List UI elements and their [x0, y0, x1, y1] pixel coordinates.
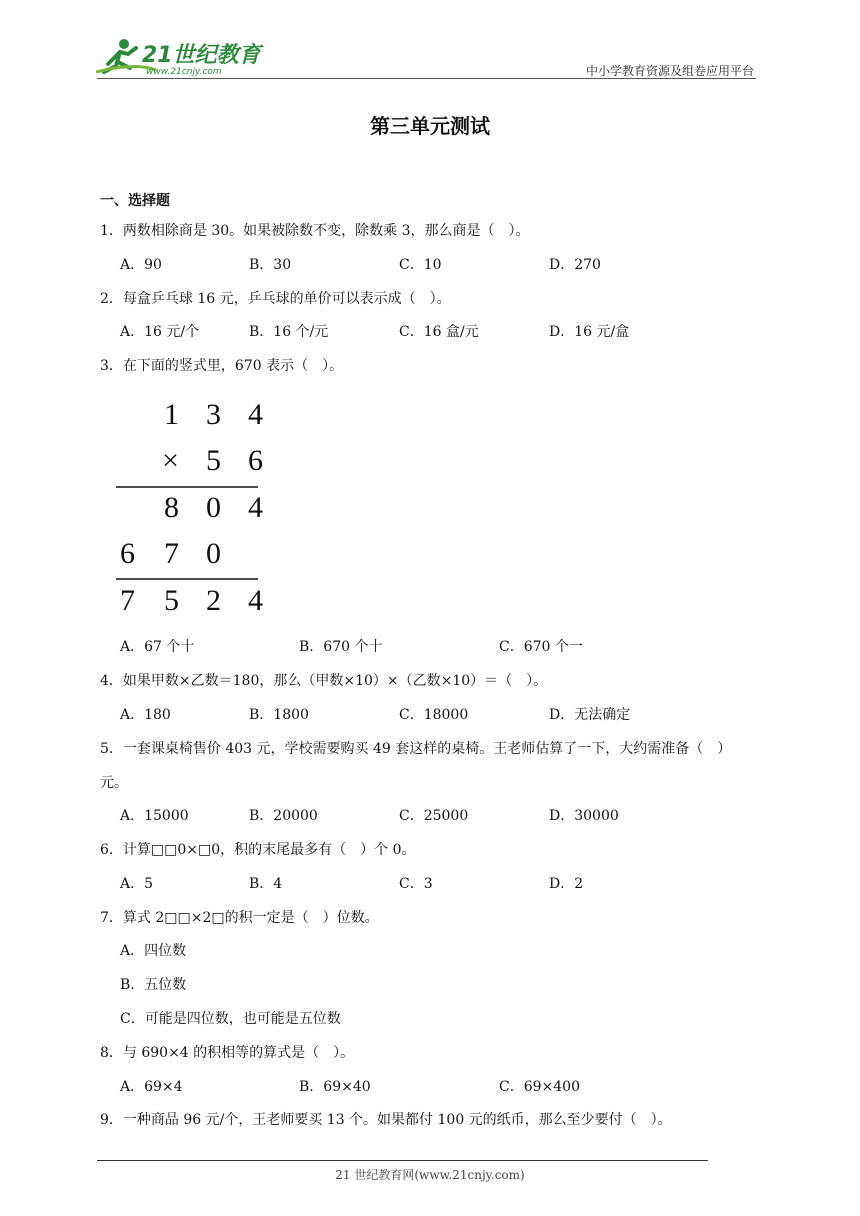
option-4a[interactable]: A．180: [120, 707, 171, 723]
calc-digit: 3: [206, 398, 221, 431]
calc-times-sign: ×: [162, 444, 179, 477]
option-4b[interactable]: B．1800: [249, 707, 309, 723]
calc-digit: 6: [120, 537, 135, 570]
question-8: 8．与 690×4 的积相等的算式是（ ）。: [100, 1045, 355, 1061]
option-1a[interactable]: A．90: [120, 257, 162, 273]
calc-digit: 4: [248, 491, 263, 524]
calc-digit: 7: [164, 537, 179, 570]
footer-divider: [97, 1160, 708, 1161]
calc-digit: 4: [248, 398, 263, 431]
header-divider: [97, 78, 756, 79]
option-6d[interactable]: D．2: [549, 876, 584, 892]
option-2c[interactable]: C．16 盒/元: [399, 324, 479, 340]
option-8c[interactable]: C．69×400: [499, 1079, 580, 1095]
calc-digit: 2: [206, 584, 221, 617]
calc-digit: 7: [120, 584, 135, 617]
calc-digit: 5: [206, 444, 221, 477]
option-8a[interactable]: A．69×4: [120, 1079, 183, 1095]
calc-digit: 1: [164, 398, 179, 431]
option-2b[interactable]: B．16 个/元: [249, 324, 329, 340]
section-heading: 一、选择题: [100, 193, 170, 209]
footer-text: 21 世纪教育网(www.21cnjy.com): [335, 1168, 525, 1182]
option-1c[interactable]: C．10: [399, 257, 442, 273]
option-5d[interactable]: D．30000: [549, 808, 619, 824]
option-3a[interactable]: A．67 个十: [120, 639, 195, 655]
option-4d[interactable]: D．无法确定: [549, 707, 631, 723]
logo-runner-icon: [96, 36, 266, 78]
calc-digit: 0: [206, 537, 221, 570]
question-7: 7．算式 2□□×2□的积一定是（ ）位数。: [100, 910, 379, 926]
option-5b[interactable]: B．20000: [249, 808, 318, 824]
option-5c[interactable]: C．25000: [399, 808, 469, 824]
calc-digit: 5: [164, 584, 179, 617]
question-5-continued: 元。: [100, 775, 128, 791]
calc-digit: 6: [248, 444, 263, 477]
option-1b[interactable]: B．30: [249, 257, 292, 273]
page-title: 第三单元测试: [370, 114, 490, 138]
question-1: 1．两数相除商是 30。如果被除数不变，除数乘 3，那么商是（ ）。: [100, 223, 530, 239]
option-6b[interactable]: B．4: [249, 876, 283, 892]
option-5a[interactable]: A．15000: [120, 808, 189, 824]
calc-digit: 4: [248, 584, 263, 617]
vertical-multiplication: [112, 390, 272, 620]
option-8b[interactable]: B．69×40: [299, 1079, 371, 1095]
calc-digit: 8: [164, 491, 179, 524]
calc-digit: 0: [206, 491, 221, 524]
option-2d[interactable]: D．16 元/盒: [549, 324, 630, 340]
option-4c[interactable]: C．18000: [399, 707, 469, 723]
option-1d[interactable]: D．270: [549, 257, 601, 273]
question-4: 4．如果甲数×乙数＝180，那么（甲数×10）×（乙数×10）＝（ ）。: [100, 673, 548, 689]
logo: [96, 36, 266, 78]
option-2a[interactable]: A．16 元/个: [120, 324, 200, 340]
question-6: 6．计算□□0×□0，积的末尾最多有（ ）个 0。: [100, 842, 416, 858]
option-7b[interactable]: B．五位数: [120, 977, 187, 993]
logo-text: 21世纪教育: [142, 43, 261, 68]
question-9: 9．一种商品 96 元/个，王老师要买 13 个。如果都付 100 元的纸币，那么至少要付（ ）。: [100, 1112, 672, 1128]
logo-url: www.21cnjy.com: [146, 67, 222, 77]
question-3: 3．在下面的竖式里，670 表示（ ）。: [100, 358, 344, 374]
header-platform-text: 中小学教育资源及组卷应用平台: [585, 64, 754, 78]
option-6a[interactable]: A．5: [120, 876, 154, 892]
option-7a[interactable]: A．四位数: [120, 943, 187, 959]
option-7c[interactable]: C．可能是四位数，也可能是五位数: [120, 1011, 341, 1027]
question-2: 2．每盒乒乓球 16 元，乒乓球的单价可以表示成（ ）。: [100, 291, 451, 307]
option-6c[interactable]: C．3: [399, 876, 433, 892]
option-3b[interactable]: B．670 个十: [299, 639, 383, 655]
option-3c[interactable]: C．670 个一: [499, 639, 583, 655]
question-5: 5．一套课桌椅售价 403 元，学校需要购买 49 套这样的桌椅。王老师估算了一下，大约需准备（ ）: [100, 741, 732, 757]
